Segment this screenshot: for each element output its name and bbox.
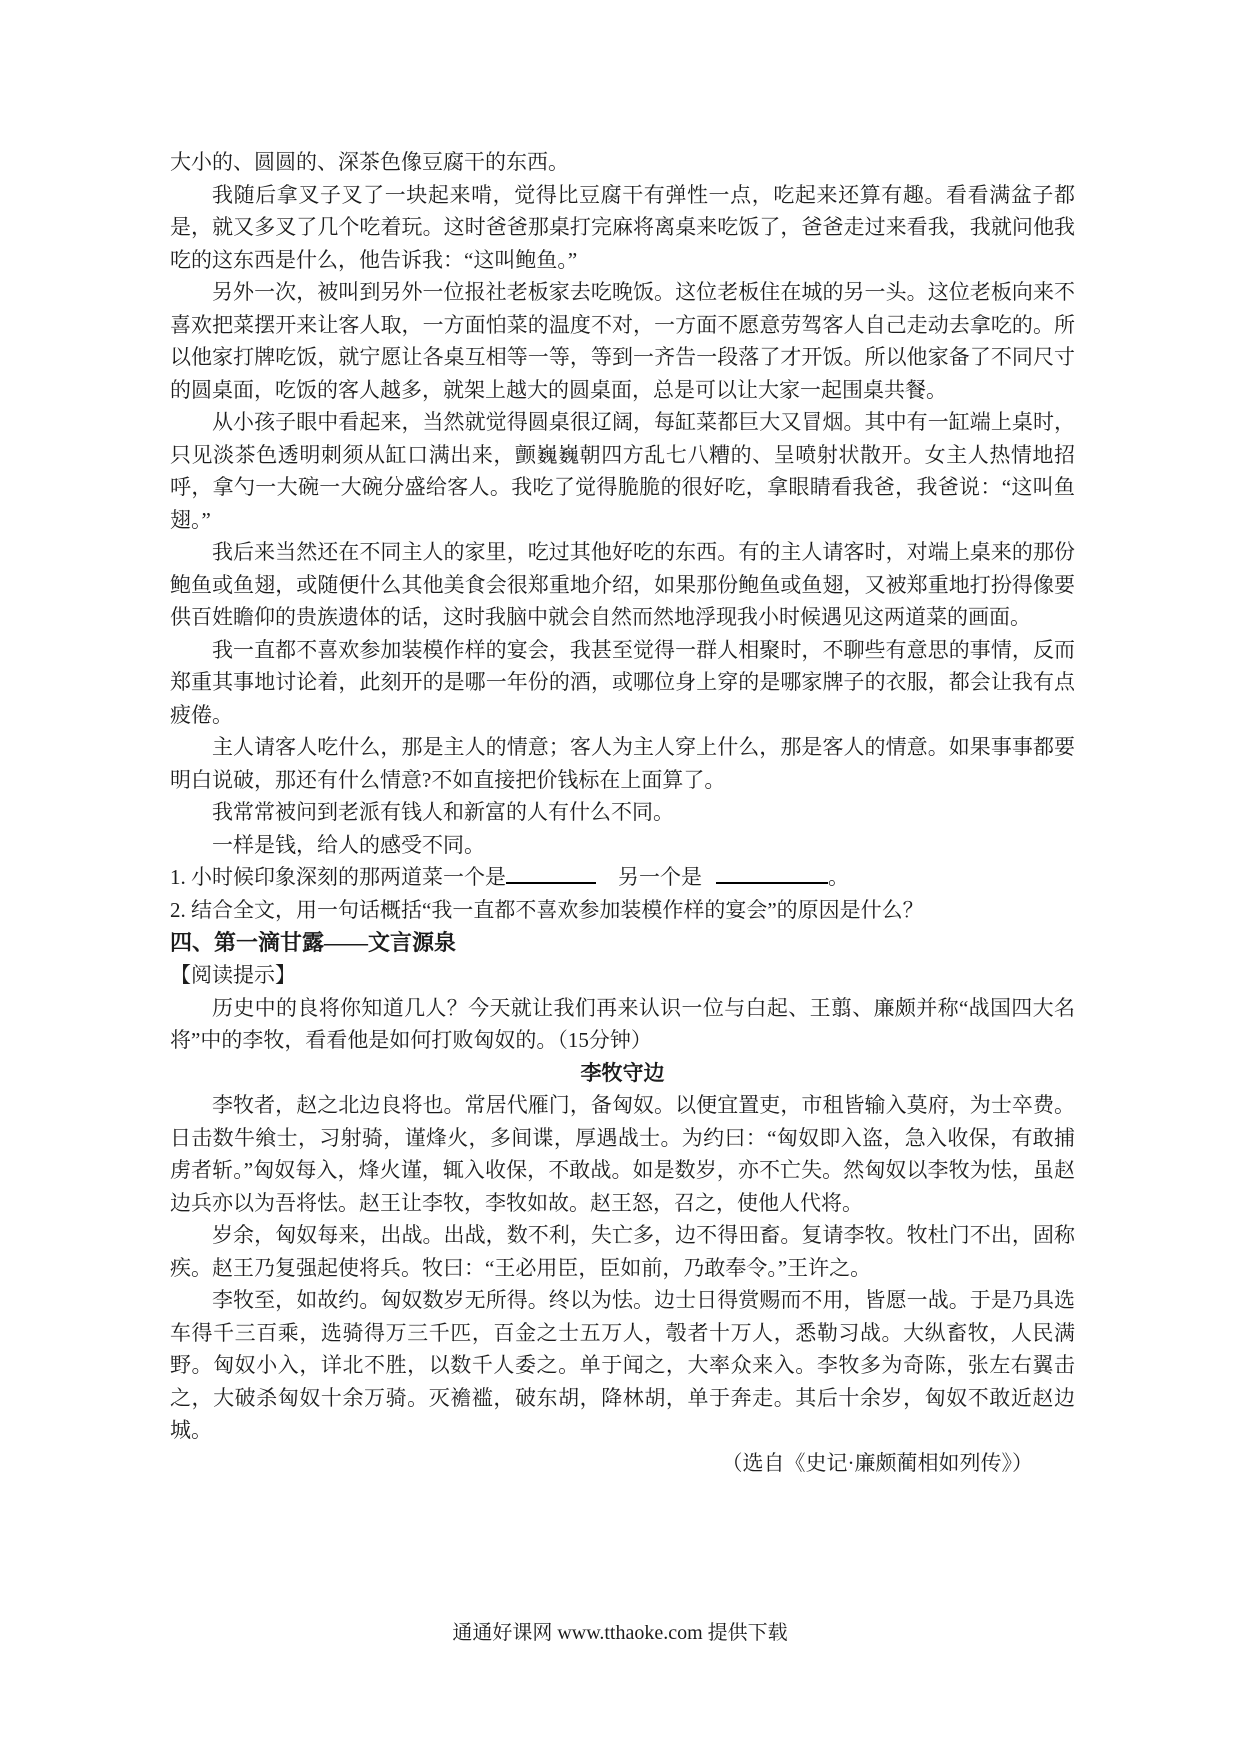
essay-paragraph: 主人请客人吃什么，那是主人的情意；客人为主人穿上什么，那是客人的情意。如果事事都要明白说破，那还有什么情意?不如直接把价钱标在上面算了。: [170, 735, 1075, 792]
question-2: 2. 结合全文，用一句话概括“我一直都不喜欢参加装模作样的宴会”的原因是什么？: [170, 897, 924, 922]
essay-opening-line: 大小的、圆圆的、深茶色像豆腐干的东西。: [170, 150, 569, 174]
essay-paragraph: 我一直都不喜欢参加装模作样的宴会，我甚至觉得一群人相聚时，不聊些有意思的事情，反而郑重其事地讨论着，此刻开的是哪一年份的酒，或哪位身上穿的是哪家牌子的衣服，都会让我有点疲倦。: [170, 637, 1075, 727]
question-1-blank-2: [716, 862, 828, 884]
classical-text: [170, 1089, 1075, 1447]
classical-paragraph: 岁余，匈奴每来，出战。出战，数不利，失亡多，边不得田畜。复请李牧。牧杜门不出，固称疾。赵王乃复强起使将兵。牧曰：“王必用臣，臣如前，乃敢奉令。”王许之。: [170, 1223, 1075, 1280]
reading-hint-label: 【阅读提示】: [170, 963, 296, 987]
classical-paragraph: 李牧者，赵之北边良将也。常居代雁门，备匈奴。以便宜置吏，市租皆输入莫府，为士卒费。日击数牛飨士，习射骑，谨烽火，多间谍，厚遇战士。为约曰：“匈奴即入盗，急入收保，有敢捕虏者斩。”匈奴每入，烽火谨，辄入收保，不敢战。如是数岁，亦不亡失。然匈奴以李牧为怯，虽赵边兵亦以为吾将怯。赵王让李牧，李牧如故。赵王怒，召之，使他人代将。: [170, 1093, 1075, 1215]
essay-paragraph: 我后来当然还在不同主人的家里，吃过其他好吃的东西。有的主人请客时，对端上桌来的那份鲍鱼或鱼翅，或随便什么其他美食会很郑重地介绍，如果那份鲍鱼或鱼翅，又被郑重地打扮得像要供百姓瞻仰的贵族遗体的话，这时我脑中就会自然而然地浮现我小时候遇见这两道菜的画面。: [170, 540, 1075, 629]
essay-paragraph: 另外一次，被叫到另外一位报社老板家去吃晚饭。这位老板住在城的另一头。这位老板向来不喜欢把菜摆开来让客人取，一方面怕菜的温度不对，一方面不愿意劳驾客人自己走动去拿吃的。所以他家打牌吃饭，就宁愿让各桌互相等一等，等到一齐告一段落了才开饭。所以他家备了不同尺寸的圆桌面，吃饭的客人越多，就架上越大的圆桌面，总是可以让大家一起围桌共餐。: [170, 280, 1075, 402]
question-1-middle: 另一个是: [618, 865, 702, 889]
essay-section: [170, 146, 1075, 861]
section-heading: 四、第一滴甘露——文言源泉: [170, 930, 457, 955]
essay-paragraph: 从小孩子眼中看起来，当然就觉得圆桌很辽阔，每缸菜都巨大又冒烟。其中有一缸端上桌时，只见淡茶色透明刺须从缸口满出来，颤巍巍朝四方乱七八糟的、呈喷射状散开。女主人热情地招呼，拿勺一大碗一大碗分盛给客人。我吃了觉得脆脆的很好吃，拿眼睛看我爸，我爸说：“这叫鱼翅。”: [170, 410, 1075, 532]
question-1-prefix: 1. 小时候印象深刻的那两道菜一个是: [170, 865, 506, 889]
question-1: [170, 861, 1075, 894]
classical-paragraph: 李牧至，如故约。匈奴数岁无所得。终以为怯。边士日得赏赐而不用，皆愿一战。于是乃具选车得千三百乘，选骑得万三千匹，百金之士五万人，彀者十万人，悉勒习战。大纵畜牧，人民满野。匈奴小入，详北不胜，以数千人委之。单于闻之，大率众来入。李牧多为奇陈，张左右翼击之，大破杀匈奴十余万骑。灭襜褴，破东胡，降林胡，单于奔走。其后十余岁，匈奴不敢近赵边城。: [170, 1288, 1075, 1442]
reading-hint-intro: [170, 992, 1075, 1057]
reading-hint-text: 历史中的良将你知道几人？今天就让我们再来认识一位与白起、王翦、廉颇并称“战国四大名将”中的李牧，看看他是如何打败匈奴的。（15分钟）: [170, 995, 1075, 1052]
article-source: （选自《史记·廉颇蔺相如列传》）: [721, 1450, 1033, 1475]
article-title: 李牧守边: [580, 1060, 665, 1085]
essay-paragraph: 我随后拿叉子叉了一块起来啃，觉得比豆腐干有弹性一点，吃起来还算有趣。看看满盆子都是，就又多叉了几个吃着玩。这时爸爸那桌打完麻将离桌来吃饭了，爸爸走过来看我，我就问他我吃的这东西是什么，他告诉我：“这叫鲍鱼。”: [170, 182, 1075, 272]
document-page: [170, 146, 1075, 1479]
page-footer: 通通好课网 www.tthaoke.com 提供下载: [452, 1622, 788, 1644]
question-1-blank-1: [506, 862, 596, 884]
question-1-suffix: 。: [828, 865, 849, 889]
essay-paragraph: 一样是钱，给人的感受不同。: [212, 832, 485, 857]
essay-paragraph: 我常常被问到老派有钱人和新富的人有什么不同。: [212, 800, 674, 824]
